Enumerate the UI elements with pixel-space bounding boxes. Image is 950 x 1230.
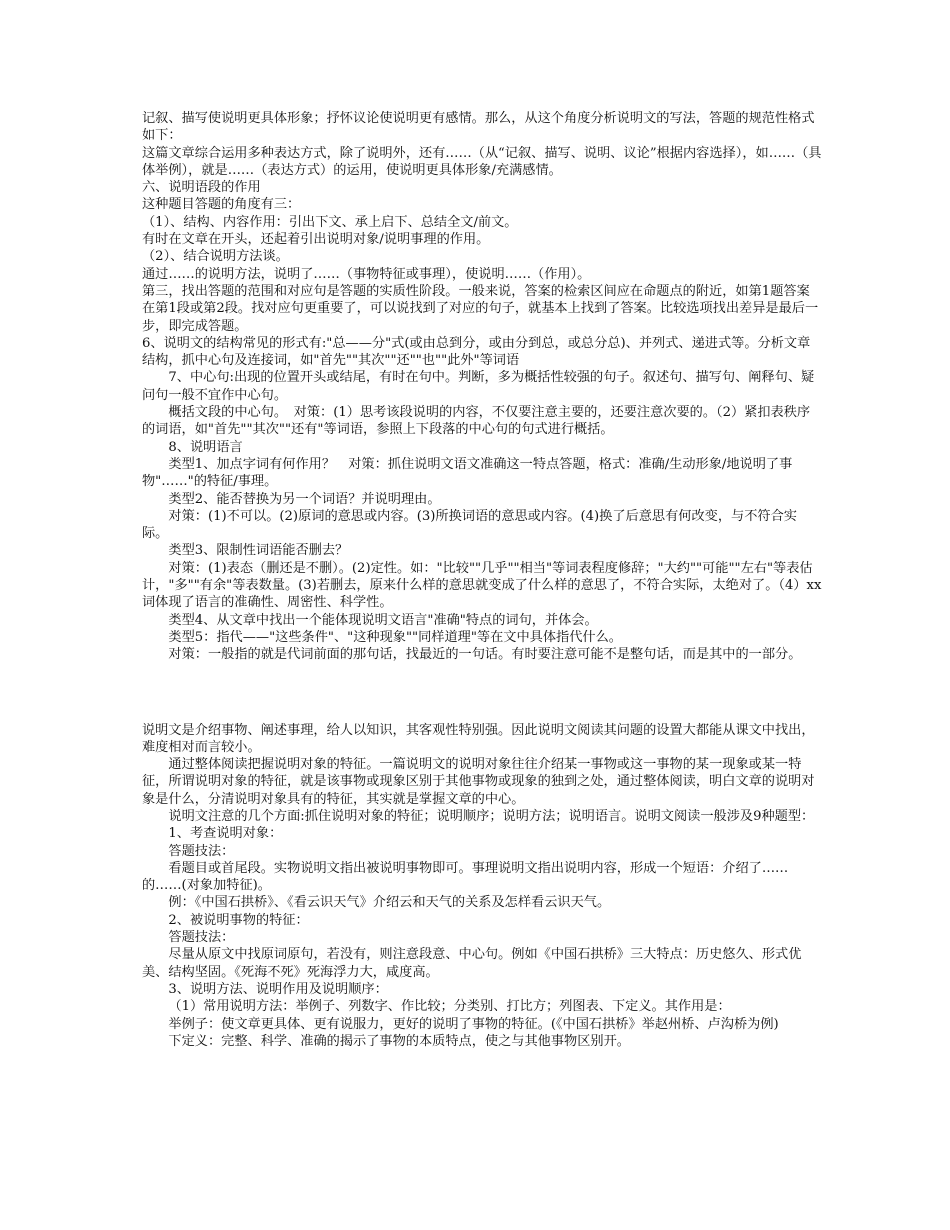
paragraph: 3、说明方法、说明作用及说明顺序： xyxy=(168,981,388,997)
paragraph: 对策：(1)不可以。(2)原词的意思或内容。(3)所换词语的意思或内容。(4)换了后意思有何改变，与不符合实际。 xyxy=(142,508,797,542)
paragraph: 下定义：完整、科学、准确的揭示了事物的本质特点，使之与其他事物区别开。 xyxy=(168,1033,630,1049)
paragraph: 六、说明语段的作用 xyxy=(142,180,261,196)
paragraph: （1）、结构、内容作用：引出下文、承上启下、总结全文/前文。 xyxy=(142,214,518,230)
paragraph: 类型4、从文章中找出一个能体现说明文语言"准确"特点的词句，并体会。 xyxy=(168,612,598,628)
paragraph: 对策：一般指的就是代词前面的那句话，找最近的一句话。有时要注意可能不是整句话，而是其中的一部分。 xyxy=(168,647,802,663)
paragraph: 类型3、限制性词语能否删去？ xyxy=(168,543,349,559)
paragraph: 尽量从原文中找原词原句，若没有，则注意段意、中心句。例如《中国石拱桥》三大特点：历史悠久、形式优美、结构坚固。《死海不死》死海浮力大，咸度高。 xyxy=(142,947,802,980)
section-2 xyxy=(142,722,822,1051)
paragraph: 1、考查说明对象： xyxy=(168,826,283,842)
paragraph: 2、被说明事物的特征： xyxy=(168,912,309,928)
paragraph: 看题目或首尾段。实物说明文指出被说明事物即可。事理说明文指出说明内容，形成一个短语：介绍了……的……(对象加特征)。 xyxy=(142,860,789,894)
paragraph: 这种题目答题的角度有三： xyxy=(142,197,301,213)
section-gap xyxy=(142,664,822,722)
paragraph: 例：《中国石拱桥》、《看云识天气》介绍云和天气的关系及怎样看云识天气。 xyxy=(168,895,611,911)
paragraph: 8、说明语言 xyxy=(168,439,243,455)
paragraph: 7、中心句:出现的位置开头或结尾，有时在句中。判断，多为概括性较强的句子。叙述句、描写句、阐释句、疑问句一般不宜作中心句。 xyxy=(142,370,815,403)
paragraph: 举例子：使文章更具体、更有说服力，更好的说明了事物的特征。(《中国石拱桥》举赵州桥、卢沟桥为例) xyxy=(168,1016,779,1032)
paragraph: 第三，找出答题的范围和对应句是答题的实质性阶段。一般来说，答案的检索区间应在命题点的附近，如第1题答案在第1段或第2段。找对应句更重要了，可以说找到了对应的句子，就基本上找到了答案。比较选项找出差异是最后一步，即完成答题。 xyxy=(142,283,819,334)
paragraph: 答题技法： xyxy=(168,843,235,859)
paragraph: 这篇文章综合运用多种表达方式，除了说明外，还有……（从“记叙、描写、说明、议论”根据内容选择），如……（具体举例），就是……（表达方式）的运用，使说明更具体形象/充满感情。 xyxy=(142,145,822,178)
section-1 xyxy=(142,110,822,664)
paragraph: 6、说明文的结构常见的形式有:"总——分"式(或由总到分，或由分到总，或总分总)、并列式、递进式等。分析文章结构，抓中心句及连接词，如"首先""其次""还""也""此外"等词语 xyxy=(142,335,811,369)
document-page xyxy=(142,110,822,1050)
paragraph: 通过……的说明方法，说明了……（事物特征或事理），使说明……（作用）。 xyxy=(142,266,591,282)
paragraph: 答题技法： xyxy=(168,930,235,946)
paragraph: 概括文段的中心句。 对策：(1）思考该段说明的内容，不仅要注意主要的，还要注意次要的。（2）紧扣表秩序的词语，如"首先""其次""还有"等词语，参照上下段落的中心句的句式进行概括。 xyxy=(142,405,811,438)
paragraph: （2）、结合说明方法谈。 xyxy=(142,249,289,265)
paragraph: （1）常用说明方法：举例子、列数字、作比较；分类别、打比方；列图表、下定义。其作用是： xyxy=(168,999,731,1015)
paragraph: 通过整体阅读把握说明对象的特征。一篇说明文的说明对象往往介绍某一事物或这一事物的某一现象或某一特征，所谓说明对象的特征，就是该事物或现象区别于其他事物或现象的独到之处，通过整体阅读，明白文章的说明对象是什么，分清说明对象具有的特征，其实就是掌握文章的中心。 xyxy=(142,757,815,807)
paragraph: 类型1、加点字词有何作用？ 对策：抓住说明文语文准确这一特点答题，格式：准确/生动形象/地说明了事物"……"的特征/事理。 xyxy=(142,456,793,490)
paragraph: 类型5：指代——"这些条件"、"这种现象""同样道理"等在文中具体指代什么。 xyxy=(168,629,622,645)
paragraph: 记叙、描写使说明更具体形象；抒怀议论使说明更有感情。那么，从这个角度分析说明文的写法，答题的规范性格式如下： xyxy=(142,111,815,144)
paragraph: 类型2、能否替换为另一个词语？并说明理由。 xyxy=(168,491,441,507)
paragraph: 说明文注意的几个方面:抓住说明对象的特征；说明顺序；说明方法；说明语言。说明文阅读一般涉及9种题型： xyxy=(168,808,815,824)
paragraph: 说明文是介绍事物、阐述事理，给人以知识，其客观性特别强。因此说明文阅读其问题的设置大都能从课文中找出，难度相对而言较小。 xyxy=(142,722,815,755)
paragraph: 有时在文章在开头，还起着引出说明对象/说明事理的作用。 xyxy=(142,232,490,248)
paragraph: 对策：(1)表态（删还是不删）。(2)定性。如："比较""几乎""相当"等词表程度修辞；"大约""可能""左右"等表估计，"多""有余"等表数量。(3)若删去，原来什么样的意思就变成了什么样的意思了，不符合实际，太绝对了。（4）xx词体现了语言的准确性、周密性、科学性。 xyxy=(142,560,822,611)
